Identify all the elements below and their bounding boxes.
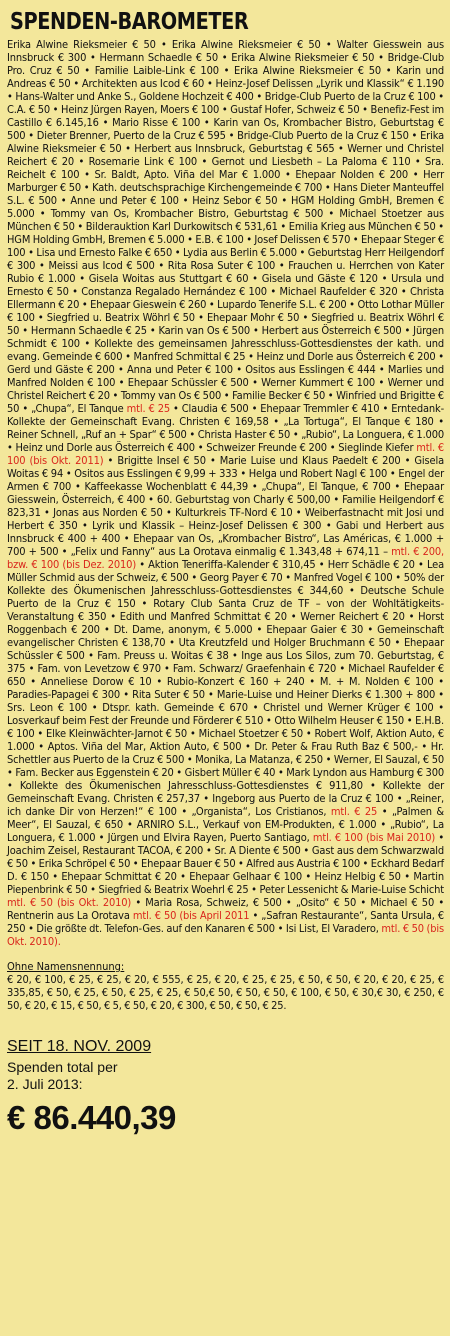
- page-title: SPENDEN-BAROMETER: [10, 9, 249, 35]
- donation-entries: • Aktion Teneriffa-Kalender € 310,45 • Herr Schädle € 20 • Lea Müller Schmid aus der Schweiz, € 500 • Georg Payer € 70 • Manfred Vogel € 100 • 50% der Kollekte des Ökumenischen Jahresschluss-Gottesdienstes € 344,60 • Deutsche Schule Puerto de la Cruz € 150 • Rotary Club Santa Cruz de TF – von der Wohltätigkeits-Veranstaltung € 350 • Edith und Manfred Schmittat € 20 • Werner Reichert € 20 • Horst Roggenbach € 200 • Dt. Dame, anonym, € 5.000 • Ehepaar Gaier € 30 • Gemeinschaft evangelischer Christen € 138,70 • Uta Kreutzfeld und Holger Bruchmann € 50 • Ehepaar Schüssler € 500 • Fam. Preuss u. Woitas € 38 • Inge aus Los Silos, zum 70. Geburtstag, € 375 • Fam. von Levetzow € 970 • Fam. Schwarz/ Graefenhain € 720 • Michael Raufelder € 650 • Anneliese Dorow € 10 • Rubio-Konzert € 160 + 240 • M. + M. Nolden € 100 • Paradies-Papagei € 300 • Rita Suter € 50 • Marie-Luise und Heiner Dierks € 1.300 + 800 • Srs. Leon € 100 • Dtspr. kath. Gemeinde € 670 • Christel und Werner Krüger € 100 • Losverkauf beim Fest der Freunde und Förderer € 510 • Otto Wilhelm Heuser € 150 • E.H.B. € 100 • Elke Kleinwächter-Jarnot € 50 • Michael Stoetzer € 50 • Robert Wolf, Aktion Auto, € 1.000 • Aptos. Viña del Mar, Aktion Auto, € 500 • Dr. Peter & Frau Ruth Baz € 500,- • Hr. Schettler aus Puerto de la Cruz € 500 • Monika, La Matanza, € 250 • Werner, El Sauzal, € 50 • Fam. Becker aus Eggenstein € 20 • Gisbert Müller € 40 • Mark Lyndon aus Hamburg € 300 • Kollekte des Ökumenischen Jahresschluss-Gottesdienstes € 911,80 • Kollekte der Gemeinschaft Evang. Christen € 257,37 • Ingeborg aus Puerto de la Cruz € 100 • „Reiner, ich danke Dir von Herzen!“ € 100 • „Organista“, Los Cristianos,: [7, 558, 444, 818]
- donation-entries: Erika Alwine Rieksmeier € 50 • Erika Alwine Rieksmeier € 50 • Walter Giesswein aus Innsbruck € 300 • Hermann Schaedle € 50 • Erika Alwine Rieksmeier € 50 • Bridge-Club Pro. Cruz € 50 • Familie Laible-Link € 100 • Erika Alwine Rieksmeier € 50 • Karin und Andreas € 50 • Architekten aus Icod € 60 • Heinz-Josef Delissen „Lyrik und Klassik“ € 1.190 • Hans-Walter und Anke S., Goldene Hochzeit € 400 • Bridge-Club Puerto de la Cruz € 100 • C.A. € 50 • Heinz Jürgen Rayen, Moers € 100 • Gustaf Hofer, Schweiz € 50 • Benefiz-Fest im Castillo € 6.145,16 • Mario Risse € 100 • Karin van Os, Krombacher Bistro, Geburtstag € 500 • Dieter Brenner, Puerto de la Cruz € 595 • Bridge-Club Puerto de la Cruz € 150 • Erika Alwine Rieksmeier € 50 • Herbert aus Innsbruck, Geburtstag € 565 • Werner und Christel Reichert € 20 • Rosemarie Link € 100 • Gernot und Liesbeth – La Paloma € 110 • Sra. Reichelt € 100 • Sr. Baldt, Apto. Viña del Mar € 1.000 • Ehepaar Nolden € 200 • Herr Marburger € 50 • Kath. deutschsprachige Kirchengemeinde € 700 • Hans Dieter Manteuffel S.L. € 500 • Anne und Peter € 100 • Heinz Sebor € 50 • HGM Holding GmbH, Bremen € 5.000 • Tommy van Os, Krombacher Bistro, Geburtstag € 500 • Michael Stoetzer aus München € 50 • Bilderauktion Karl Durkowitsch € 531,61 • Emilia Krieg aus München € 50 • HGM Holding GmbH, Bremen € 5.000 • E.B. € 100 • Josef Delissen € 570 • Ehepaar Steger € 100 • Lisa und Ernesto Falke € 650 • Lydia aus Berlin € 5.000 • Geburtstag Herr Heilgendorf € 300 • Meissi aus Icod € 500 • Rita Rosa Suter € 100 • Frauchen u. Herrchen von Kater Rubio € 1.000 • Gisela Woitas aus Stuttgart € 60 • Gisela und Gäste € 120 • Ursula und Ernesto € 50 • Constanza Regalado Hernández € 100 • Michael Raufelder € 320 • Christa Ellermann € 20 • Ehepaar Gieswein € 260 • Lupardo Tenerife S.L. € 200 • Otto Lothar Müller € 100 • Siegfried u. Beatrix Wöhrl € 50 • Ehepaar Mohr € 50 • Siegfried u. Beatrix Wöhrl € 50 • Hermann Schaedle € 25 • Karin van Os € 500 • Herbert aus Österreich € 500 • Jürgen Schmidt € 100 • Kollekte des gemeinsamen Jahresschluss-Gottesdienstes der kath. und evang. Gemeinde € 600 • Manfred Schmittal € 25 • Heinz und Dorle aus Österreich € 200 • Gerd und Gäste € 200 • Anna und Peter € 100 • Ositos aus Esslingen € 444 • Marlies und Manfred Nolden € 100 • Ehepaar Schüssler € 500 • Werner Kummert € 100 • Werner und Christel Reichert € 20 • Tommy van Os € 500 • Familie Becker € 50 • Winfried und Brigitte € 50 • „Chupa“, El Tanque: [7, 38, 444, 415]
- since-date: SEIT 18. NOV. 2009: [7, 1038, 152, 1055]
- monthly-donation-note: mtl. € 100 (bis Mai 2010): [312, 831, 436, 844]
- monthly-donation-note: mtl. € 50 (bis April 2011: [132, 909, 250, 922]
- donation-entries: • Claudia € 500 • Ehepaar Tremmler € 410 • Erntedank-Kollekte der Gemeinschaft Evang. Christen € 169,58 • „La Tortuga“, El Tanque € 180 • Reiner Schnell, „Ruf an + Spar“ € 500 • Christa Haster € 50 • „Rubio“, La Longuera, € 1.000 • Heinz und Dorle aus Österreich € 400 • Schweizer Freunde € 200 • Sieglinde Kiefer: [7, 402, 444, 454]
- monthly-donation-note: mtl. € 50 (bis Okt. 2010): [7, 896, 132, 909]
- monthly-donation-note: mtl. € 50 (bis Okt. 2010).: [7, 922, 444, 948]
- donation-entries: • „Palmen & Meer“, El Sauzal, € 650 • ARNIRO S.L., Verkauf von EM-Produkten, € 1.000 • „Rubio“, La Longuera, € 1.000 • Jürgen und Elvira Rayen, Puerto Santiago,: [7, 805, 444, 844]
- monthly-donation-note: mtl. € 100 (bis Okt. 2011): [7, 441, 444, 467]
- donation-entries: • Joachim Zeisel, Restaurant TACOA, € 200 • Sr. A Diente € 500 • Gast aus dem Schwarzwald € 50 • Erika Schröpel € 50 • Ehepaar Bauer € 50 • Alfred aus Austria € 100 • Eckhard Bedarf D. € 150 • Ehepaar Schmittat € 20 • Ehepaar Gelhaar € 100 • Heinz Helbig € 50 • Martin Piepenbrink € 50 • Siegfried & Beatrix Woehrl € 25 • Peter Lessenicht & Marie-Luise Schicht: [7, 831, 445, 896]
- total-amount: € 86.440,39: [7, 1099, 176, 1136]
- total-label-line: Spenden total per: [7, 1059, 118, 1075]
- donation-entries: • „Safran Restaurante“, Santa Ursula, € 250 • Die größte dt. Telefon-Ges. auf den Kanaren € 500 • Isi List, El Varadero,: [7, 909, 444, 935]
- unnamed-donations-label: Ohne Namensnennung:: [7, 960, 125, 973]
- total-date: 2. Juli 2013:: [7, 1076, 83, 1092]
- monthly-donation-note: mtl. € 25: [330, 805, 378, 818]
- donation-entries: • Brigitte Insel € 50 • Marie Luise und Klaus Paedelt € 200 • Gisela Woitas € 94 • Ositos aus Esslingen € 9,99 + 333 • Helga und Robert Nagl € 100 • Engel der Armen € 700 • Kaffeekasse Wochenblatt € 44,39 • „Chupa“, El Tanque, € 700 • Ehepaar Giesswein, Österreich, € 400 • 60. Geburtstag von Charly € 500,00 • Familie Heilgendorf € 823,31 • Jonas aus Norden € 50 • Kulturkreis TF-Nord € 10 • Weiberfastnacht mit Josi und Herbert € 350 • Lyrik und Klassik – Heinz-Josef Delissen € 300 • Gabi und Herbert aus Innsbruck € 400 + 400 • Ehepaar van Os, „Krombacher Bistro“, Las Américas, € 1.000 + 700 + 500 • „Felix und Fanny“ aus La Orotava einmalig € 1.343,48 + 674,11 –: [7, 454, 444, 558]
- unnamed-donations-values: € 20, € 100, € 25, € 25, € 20, € 555, € 25, € 20, € 25, € 25, € 50, € 50, € 20, € 20, € 25, € 335,85, € 50, € 25, € 50, € 25, € 25, € 50,€ 50, € 50, € 50, € 100, € 50, € 30,€ 30, € 250, € 50, € 20, € 15, € 50, € 5, € 50, € 20, € 300, € 50, € 50, € 25.: [7, 973, 444, 1012]
- donation-list: [7, 38, 444, 948]
- donation-entries: • Maria Rosa, Schweiz, € 500 • „Osito“ € 50 • Michael € 50 • Rentnerin aus La Orotava: [7, 896, 445, 922]
- monthly-donation-note: mtl. € 200, bzw. € 100 (bis Dez. 2010): [7, 545, 444, 571]
- total-label: [7, 1059, 444, 1093]
- monthly-donation-note: mtl. € 25: [126, 402, 170, 415]
